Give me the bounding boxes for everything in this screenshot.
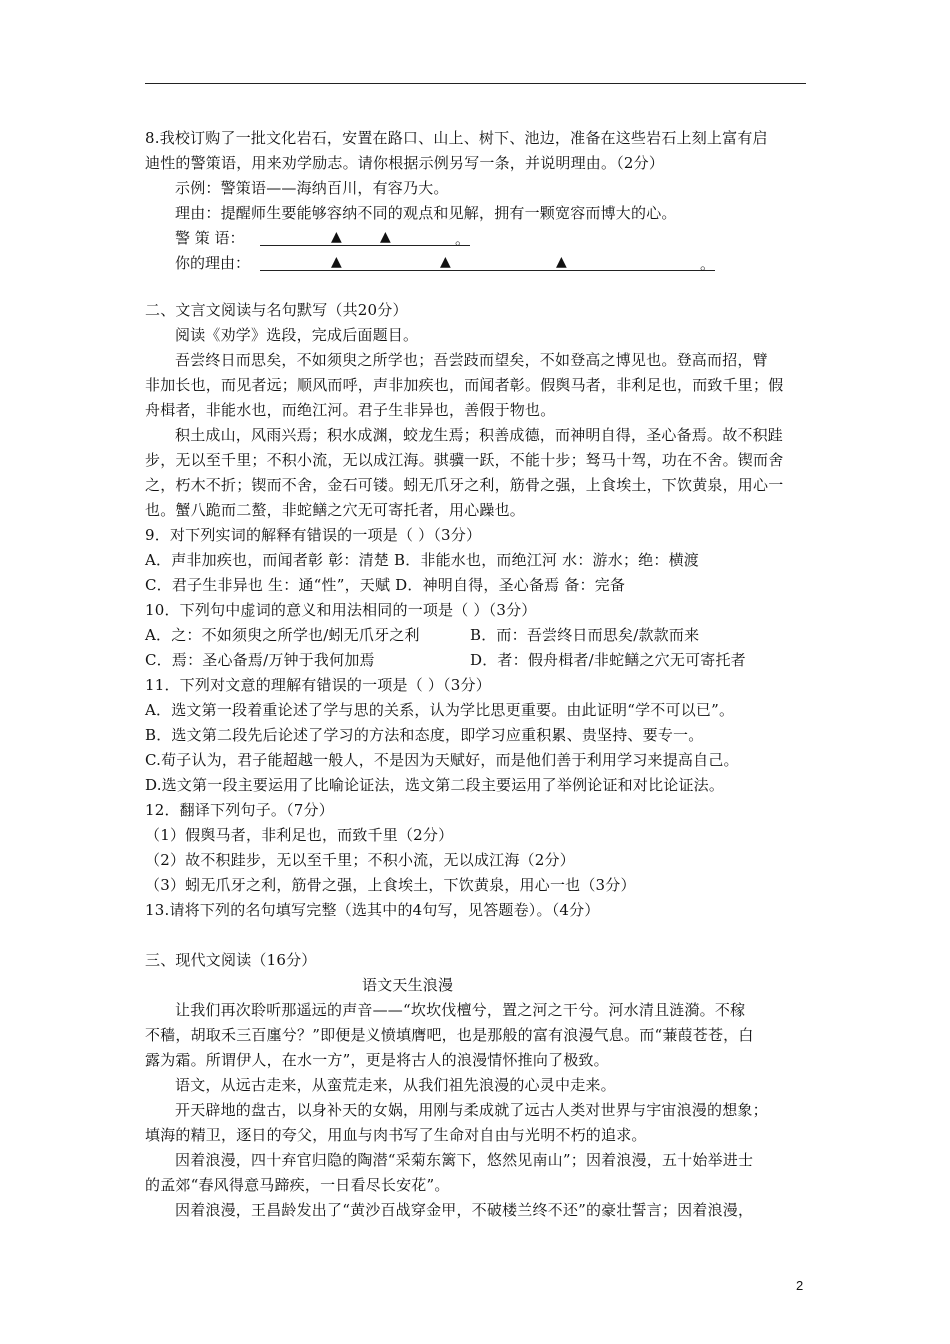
q8-reason: 理由：提醒师生要能够容纳不同的观点和见解，拥有一颗宽容而博大的心。	[175, 204, 677, 222]
article-p3-line: 填海的精卫，逐日的夸父，用血与肉书写了生命对自由与光明不朽的追求。	[145, 1126, 647, 1144]
passage-p2-line: 也。蟹八跪而二螯，非蛇鳝之穴无可寄托者，用心躁也。	[145, 501, 526, 519]
section-2-intro: 阅读《劝学》选段，完成后面题目。	[175, 326, 419, 344]
passage-p2-line: 积土成山，风雨兴焉；积水成渊，蛟龙生焉；积善成德，而神明自得，圣心备焉。故不积跬	[175, 426, 784, 444]
q10-stem: 10．下列句中虚词的意义和用法相同的一项是（ ）（3分）	[145, 601, 537, 619]
q9-stem: 9．对下列实词的解释有错误的一项是（ ）（3分）	[145, 526, 482, 544]
triangle-marker-icon: ▲	[331, 229, 342, 245]
motto-label: 警 策 语：	[175, 229, 245, 247]
q12-stem: 12．翻译下列句子。（7分）	[145, 801, 334, 819]
triangle-marker-icon: ▲	[331, 254, 342, 270]
passage-p1-line: 舟楫者，非能水也，而绝江河。君子生非异也，善假于物也。	[145, 401, 556, 419]
q11-option-a: A．选文第一段着重论述了学与思的关系，认为学比思更重要。由此证明“学不可以已”。	[145, 701, 735, 719]
motto-period: 。	[455, 230, 471, 248]
q8-line-2: 迪性的警策语，用来劝学励志。请你根据示例另写一条，并说明理由。（2分）	[145, 154, 665, 172]
article-p4-line: 因着浪漫，四十弃官归隐的陶潜“采菊东篱下，悠然见南山”；因着浪漫，五十始举进士	[175, 1151, 754, 1169]
q10-option-b: B．而：吾尝终日而思矣/款款而来	[470, 626, 700, 644]
article-title: 语文天生浪漫	[362, 976, 454, 994]
article-p1-line: 不穑，胡取禾三百廛兮？”即便是义愤填膺吧，也是那般的富有浪漫气息。而“蒹葭苍苍，白	[145, 1026, 754, 1044]
q12-item-1: （1）假舆马者，非利足也，而致千里（2分）	[145, 826, 454, 844]
header-rule	[145, 83, 806, 84]
page-number: 2	[796, 1278, 804, 1293]
reason-label: 你的理由：	[175, 254, 251, 272]
section-2-heading: 二、文言文阅读与名句默写（共20分）	[145, 301, 408, 319]
q9-options-ab: A．声非加疾也，而闻者彰 彰：清楚 B．非能水也，而绝江河 水：游水；绝：横渡	[145, 551, 699, 569]
reason-period: 。	[700, 255, 716, 273]
q13-stem: 13.请将下列的名句填写完整（选其中的4句写，见答题卷）。（4分）	[145, 901, 600, 919]
passage-p2-line: 之，朽木不折；锲而不舍，金石可镂。蚓无爪牙之利，筋骨之强，上食埃土，下饮黄泉，用心一	[145, 476, 784, 494]
q8-example: 示例：警策语——海纳百川，有容乃大。	[175, 179, 449, 197]
article-p1-line: 露为霜。所谓伊人，在水一方”，更是将古人的浪漫情怀推向了极致。	[145, 1051, 609, 1069]
q11-option-b: B．选文第二段先后论述了学习的方法和态度，即学习应重积累、贵坚持、要专一。	[145, 726, 704, 744]
q9-options-cd: C．君子生非异也 生：通“性”，天赋 D．神明自得，圣心备焉 备：完备	[145, 576, 626, 594]
motto-answer-line[interactable]	[260, 245, 470, 246]
reason-answer-line[interactable]	[260, 270, 715, 271]
q12-item-3: （3）蚓无爪牙之利，筋骨之强，上食埃土，下饮黄泉，用心一也（3分）	[145, 876, 636, 894]
triangle-marker-icon: ▲	[380, 229, 391, 245]
article-p2: 语文，从远古走来，从蛮荒走来，从我们祖先浪漫的心灵中走来。	[175, 1076, 616, 1094]
q10-option-c: C．焉：圣心备焉/万钟于我何加焉	[145, 651, 375, 669]
passage-p2-line: 步，无以至千里；不积小流，无以成江海。骐骥一跃，不能十步；驽马十驾，功在不舍。锲而舍	[145, 451, 784, 469]
article-p1-line: 让我们再次聆听那遥远的声音——“坎坎伐檀兮，置之河之干兮。河水清且涟漪。不稼	[175, 1001, 746, 1019]
section-3-heading: 三、现代文阅读（16分）	[145, 951, 317, 969]
passage-p1-line: 吾尝终日而思矣，不如须臾之所学也；吾尝跂而望矣，不如登高之博见也。登高而招，臂	[175, 351, 768, 369]
q11-stem: 11．下列对文意的理解有错误的一项是（ ）（3分）	[145, 676, 491, 694]
triangle-marker-icon: ▲	[440, 254, 451, 270]
q11-option-c: C.荀子认为，君子能超越一般人，不是因为天赋好，而是他们善于利用学习来提高自己。	[145, 751, 739, 769]
article-p4-line: 的孟郊“春风得意马蹄疾，一日看尽长安花”。	[145, 1176, 450, 1194]
passage-p1-line: 非加长也，而见者远；顺风而呼，声非加疾也，而闻者彰。假舆马者，非利足也，而致千里；假	[145, 376, 784, 394]
triangle-marker-icon: ▲	[556, 254, 567, 270]
q10-option-a: A．之：不如须臾之所学也/蚓无爪牙之利	[145, 626, 420, 644]
q12-item-2: （2）故不积跬步，无以至千里；不积小流，无以成江海（2分）	[145, 851, 575, 869]
article-p5-line: 因着浪漫，王昌龄发出了“黄沙百战穿金甲，不破楼兰终不还”的豪壮誓言；因着浪漫，	[175, 1201, 754, 1219]
q11-option-d: D.选文第一段主要运用了比喻论证法，选文第二段主要运用了举例论证和对比论证法。	[145, 776, 725, 794]
q8-line-1: 8.我校订购了一批文化岩石，安置在路口、山上、树下、池边，准备在这些岩石上刻上富有启	[145, 129, 768, 147]
q10-option-d: D．者：假舟楫者/非蛇鳝之穴无可寄托者	[470, 651, 746, 669]
article-p3-line: 开天辟地的盘古，以身补天的女娲，用刚与柔成就了远古人类对世界与宇宙浪漫的想象；	[175, 1101, 768, 1119]
